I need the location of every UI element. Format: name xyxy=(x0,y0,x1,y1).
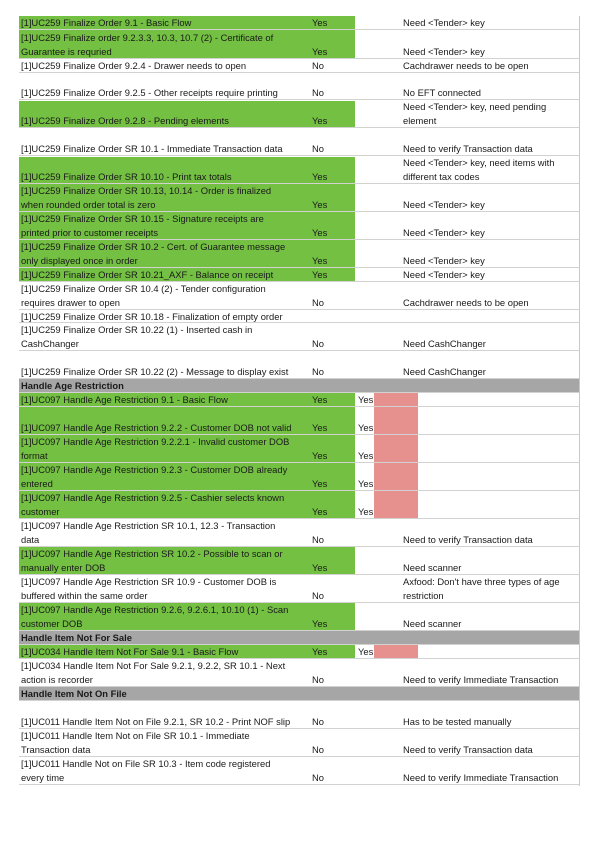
verified-flag: Yes xyxy=(358,450,374,461)
test-case-name: [1]UC259 Finalize Order SR 10.2 - Cert. of Guarantee message only displayed once in order xyxy=(21,241,286,266)
note-text: Need CashChanger xyxy=(403,366,486,377)
test-case-name: [1]UC097 Handle Age Restriction 9.2.6, 9.2.6.1, 10.10 (1) - Scan customer DOB xyxy=(21,604,289,629)
table-row xyxy=(19,491,579,519)
note-text: Need <Tender> key xyxy=(403,255,485,266)
table-row xyxy=(19,393,579,407)
test-case-name: [1]UC259 Finalize Order SR 10.15 - Signature receipts are printed prior to customer receipts xyxy=(21,213,264,238)
test-case-name: [1]UC259 Finalize Order SR 10.22 (2) - Message to display exist xyxy=(21,366,289,377)
automated-flag: No xyxy=(312,338,324,349)
automated-flag: No xyxy=(312,143,324,154)
test-case-name: [1]UC259 Finalize Order 9.1 - Basic Flow xyxy=(21,17,192,28)
table-row xyxy=(19,310,579,323)
automated-flag: Yes xyxy=(312,562,328,573)
automated-flag: No xyxy=(312,60,324,71)
test-case-name: [1]UC259 Finalize Order SR 10.1 - Immediate Transaction data xyxy=(21,143,283,154)
automated-flag: Yes xyxy=(312,422,328,433)
test-case-name: [1]UC259 Finalize Order 9.2.4 - Drawer needs to open xyxy=(21,60,247,71)
table-row xyxy=(19,547,579,575)
note-text: Need <Tender> key xyxy=(403,269,485,280)
test-case-name: [1]UC259 Finalize Order SR 10.4 (2) - Tender configuration requires drawer to open xyxy=(21,283,266,308)
table-row xyxy=(19,30,579,59)
test-case-name: [1]UC259 Finalize Order SR 10.21_AXF - Balance on receipt xyxy=(21,269,274,280)
test-case-name: [1]UC097 Handle Age Restriction 9.1 - Basic Flow xyxy=(21,394,228,405)
note-text: Cachdrawer needs to be open xyxy=(403,60,529,71)
second-status-fill-cell xyxy=(374,310,418,322)
table-row xyxy=(19,729,579,757)
table-row xyxy=(19,156,579,184)
automated-flag: Yes xyxy=(312,227,328,238)
test-case-name: [1]UC097 Handle Age Restriction SR 10.9 - Customer DOB is buffered within the same order xyxy=(21,576,277,601)
test-case-name: [1]UC011 Handle Item Not on File SR 10.1 - Immediate Transaction data xyxy=(21,730,250,755)
second-status-fill-cell xyxy=(374,435,418,462)
table-row xyxy=(19,323,579,351)
automated-flag: No xyxy=(312,744,324,755)
note-text: Need to verify Transaction data xyxy=(403,143,533,154)
test-case-name: [1]UC259 Finalize Order SR 10.18 - Finalization of empty order xyxy=(21,311,283,322)
automated-flag: Yes xyxy=(312,394,328,405)
note-text: Need to verify Transaction data xyxy=(403,744,533,755)
automated-flag: Yes xyxy=(312,17,328,28)
automated-flag: No xyxy=(312,674,324,685)
automated-flag: Yes xyxy=(312,646,328,657)
table-row xyxy=(19,73,579,100)
test-case-name: [1]UC097 Handle Age Restriction SR 10.2 - Possible to scan or manually enter DOB xyxy=(21,548,283,573)
test-case-sheet xyxy=(19,16,579,785)
note-text: Need <Tender> key xyxy=(403,199,485,210)
automated-flag: Yes xyxy=(312,450,328,461)
table-row xyxy=(19,282,579,310)
automated-flag: No xyxy=(312,87,324,98)
test-case-name: [1]UC097 Handle Age Restriction 9.2.2 - Customer DOB not valid xyxy=(21,422,292,433)
test-case-name: [1]UC097 Handle Age Restriction 9.2.3 - Customer DOB already entered xyxy=(21,464,288,489)
table-row xyxy=(19,603,579,631)
automated-flag: No xyxy=(312,772,324,783)
table-row xyxy=(19,16,579,30)
test-case-name: [1]UC097 Handle Age Restriction 9.2.2.1 - Invalid customer DOB format xyxy=(21,436,290,461)
automated-flag: Yes xyxy=(312,255,328,266)
automated-flag: Yes xyxy=(312,478,328,489)
section-title: Handle Item Not On File xyxy=(21,688,127,699)
automated-flag: Yes xyxy=(312,506,328,517)
test-case-name: [1]UC097 Handle Age Restriction 9.2.5 - Cashier selects known customer xyxy=(21,492,285,517)
section-header-row xyxy=(19,687,579,701)
test-case-name: [1]UC259 Finalize Order 9.2.8 - Pending elements xyxy=(21,115,229,126)
note-text: Need to verify Immediate Transaction xyxy=(403,674,559,685)
test-case-name: [1]UC034 Handle Item Not For Sale 9.1 - Basic Flow xyxy=(21,646,239,657)
note-text: Need <Tender> key, need pending element xyxy=(403,101,547,126)
note-text: Need scanner xyxy=(403,562,462,573)
table-row xyxy=(19,268,579,282)
automated-flag: No xyxy=(312,590,324,601)
second-status-fill-cell xyxy=(374,645,418,658)
note-text: Need <Tender> key xyxy=(403,17,485,28)
automated-flag: Yes xyxy=(312,171,328,182)
table-row xyxy=(19,519,579,547)
automated-flag: Yes xyxy=(312,115,328,126)
verified-flag: Yes xyxy=(358,394,374,405)
table-row xyxy=(19,59,579,73)
test-case-name: [1]UC259 Finalize Order SR 10.10 - Print tax totals xyxy=(21,171,232,182)
automated-flag: Yes xyxy=(312,618,328,629)
section-title: Handle Item Not For Sale xyxy=(21,632,132,643)
verified-flag: Yes xyxy=(358,478,374,489)
note-text: No EFT connected xyxy=(403,87,481,98)
automated-flag: Yes xyxy=(312,46,328,57)
table-row xyxy=(19,701,579,729)
second-status-fill-cell xyxy=(374,379,418,392)
automated-flag: No xyxy=(312,297,324,308)
automated-flag: No xyxy=(312,534,324,545)
automated-flag: No xyxy=(312,366,324,377)
second-status-fill-cell xyxy=(374,687,418,700)
section-header-row xyxy=(19,379,579,393)
second-status-fill-cell xyxy=(374,407,418,434)
table-row xyxy=(19,100,579,128)
note-text: Need CashChanger xyxy=(403,338,486,349)
table-row xyxy=(19,645,579,659)
note-text: Need to verify Immediate Transaction xyxy=(403,772,559,783)
verified-flag: Yes xyxy=(358,646,374,657)
table-row xyxy=(19,128,579,156)
second-status-fill-cell xyxy=(374,393,418,406)
test-case-name: [1]UC259 Finalize Order SR 10.22 (1) - Inserted cash in CashChanger xyxy=(21,324,253,349)
section-header-row xyxy=(19,631,579,645)
table-row xyxy=(19,184,579,212)
section-title: Handle Age Restriction xyxy=(21,380,124,391)
table-row xyxy=(19,351,579,379)
second-status-fill-cell xyxy=(374,491,418,518)
note-text: Has to be tested manually xyxy=(403,716,512,727)
note-text: Axfood: Don't have three types of age restriction xyxy=(403,576,560,601)
table-row xyxy=(19,212,579,240)
test-case-name: [1]UC259 Finalize Order SR 10.13, 10.14 - Order is finalized when rounded order total is zero xyxy=(21,185,272,210)
note-text: Need scanner xyxy=(403,618,462,629)
test-case-name: [1]UC097 Handle Age Restriction SR 10.1, 12.3 - Transaction data xyxy=(21,520,276,545)
verified-flag: Yes xyxy=(358,506,374,517)
note-text: Cachdrawer needs to be open xyxy=(403,297,529,308)
test-case-name: [1]UC034 Handle Item Not For Sale 9.2.1, 9.2.2, SR 10.1 - Next action is recorder xyxy=(21,660,286,685)
note-text: Need <Tender> key xyxy=(403,227,485,238)
table-row xyxy=(19,463,579,491)
right-border-line xyxy=(579,16,580,786)
table-row xyxy=(19,575,579,603)
second-status-fill-cell xyxy=(374,463,418,490)
note-text: Need to verify Transaction data xyxy=(403,534,533,545)
test-case-name: [1]UC259 Finalize Order 9.2.5 - Other receipts require printing xyxy=(21,87,278,98)
second-status-fill-cell xyxy=(374,631,418,644)
table-row xyxy=(19,240,579,268)
table-row xyxy=(19,757,579,785)
test-case-name: [1]UC259 Finalize order 9.2.3.3, 10.3, 10.7 (2) - Certificate of Guarantee is requried xyxy=(21,32,274,57)
table-row xyxy=(19,407,579,435)
automated-flag: No xyxy=(312,716,324,727)
note-text: Need <Tender> key xyxy=(403,46,485,57)
test-case-name: [1]UC011 Handle Not on File SR 10.3 - Item code registered every time xyxy=(21,758,271,783)
table-row xyxy=(19,659,579,687)
verified-flag: Yes xyxy=(358,422,374,433)
table-row xyxy=(19,435,579,463)
test-case-name: [1]UC011 Handle Item Not on File 9.2.1, SR 10.2 - Print NOF slip xyxy=(21,716,291,727)
note-text: Need <Tender> key, need items with different tax codes xyxy=(403,157,555,182)
automated-flag: Yes xyxy=(312,199,328,210)
automated-flag: Yes xyxy=(312,269,328,280)
